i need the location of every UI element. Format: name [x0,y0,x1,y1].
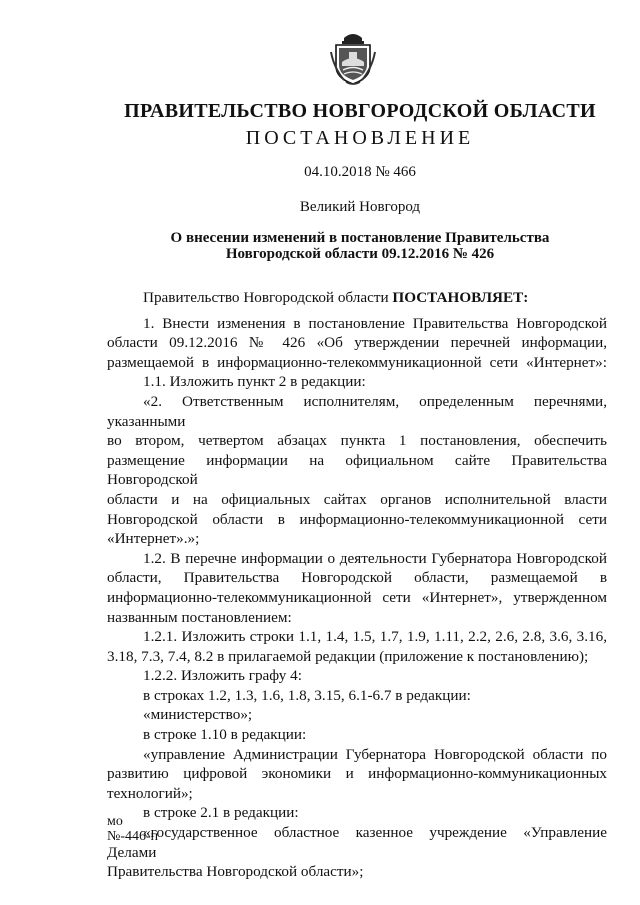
paragraph-2-line-3: размещение информации на официальном сайте Правительства Новгородской [107,451,607,489]
subject-line-1: О внесении изменений в постановление Правительства [170,230,550,246]
subject-line-2: Новгородской области 09.12.2016 № 426 [225,246,495,262]
quote-ministry: «министерство»; [143,706,253,724]
quote-1-10-line-1: «управление Администрации Губернатора Новгородской области по [143,745,607,763]
paragraph-1-1: 1.1. Изложить пункт 2 в редакции: [143,373,366,391]
paragraph-1-2-1-line-1: 1.2.1. Изложить строки 1.1, 1.4, 1.5, 1.7, 1.9, 1.11, 2.2, 2.6, 2.8, 3.6, 3.16, [143,628,607,646]
paragraph-2-line-1: «2. Ответственным исполнителям, определенным перечнями, указанными [107,392,607,430]
document-type: ПОСТАНОВЛЕНИЕ [245,127,475,149]
quote-1-10-line-2: развитию цифровой экономики и информационно-коммуникационных [107,765,607,783]
document-date-number: 04.10.2018 № 466 [304,164,416,180]
quote-2-1-line-2: Правительства Новгородской области»; [107,863,364,881]
paragraph-1-line-2: области 09.12.2016 № 426 «Об утверждении перечней информации, [107,334,607,352]
quote-2-1-line-1: «государственное областное казенное учреждение «Управление Делами [107,824,607,861]
footer-mark: мо [107,814,123,829]
coat-of-arms-icon [328,28,378,86]
document-subject [0,230,640,262]
lead-text: Правительство Новгородской области [143,289,393,306]
paragraph-1-2-line-3: информационно-телекоммуникационной сети «Интернет», утвержденном [107,588,607,606]
paragraph-1-2-line-1: 1.2. В перечне информации о деятельности Губернатора Новгородской [143,549,607,567]
government-title: ПРАВИТЕЛЬСТВО НОВГОРОДСКОЙ ОБЛАСТИ [124,100,596,122]
document-body [107,288,607,882]
paragraph-1-2-line-4: названным постановлением: [107,608,292,626]
paragraph-2-line-6: «Интернет».»; [107,530,200,548]
paragraph-1-line-3: размещаемой в информационно-телекоммуникационной сети «Интернет»: [107,353,607,371]
document-city: Великий Новгород [299,199,421,215]
paragraph-1-2-line-2: области, Правительства Новгородской области, размещаемой в [107,569,607,587]
document-footer [107,814,158,844]
paragraph-1-2-2: 1.2.2. Изложить графу 4: [143,667,302,685]
rows-list-1: в строках 1.2, 1.3, 1.6, 1.8, 3.15, 6.1-6.7 в редакции: [143,686,471,704]
footer-code: №-446-п [107,829,159,844]
row-1-10: в строке 1.10 в редакции: [143,726,307,744]
paragraph-2-line-2: во втором, четвертом абзацах пункта 1 постановления, обеспечить [107,432,607,450]
quote-1-10-line-3: технологий»; [107,784,193,802]
resolution-lead [107,288,607,308]
paragraph-2-line-5: Новгородской области в информационно-телекоммуникационной сети [107,510,607,528]
paragraph-1-line-1: 1. Внести изменения в постановление Правительства Новгородской [143,314,607,332]
paragraph-1-2-1-line-2: 3.18, 7.3, 7.4, 8.2 в прилагаемой редакции (приложение к постановлению); [107,647,589,665]
row-2-1: в строке 2.1 в редакции: [143,804,299,822]
paragraph-2-line-4: области и на официальных сайтах органов исполнительной власти [107,490,607,508]
lead-bold: ПОСТАНОВЛЯЕТ: [392,289,529,306]
